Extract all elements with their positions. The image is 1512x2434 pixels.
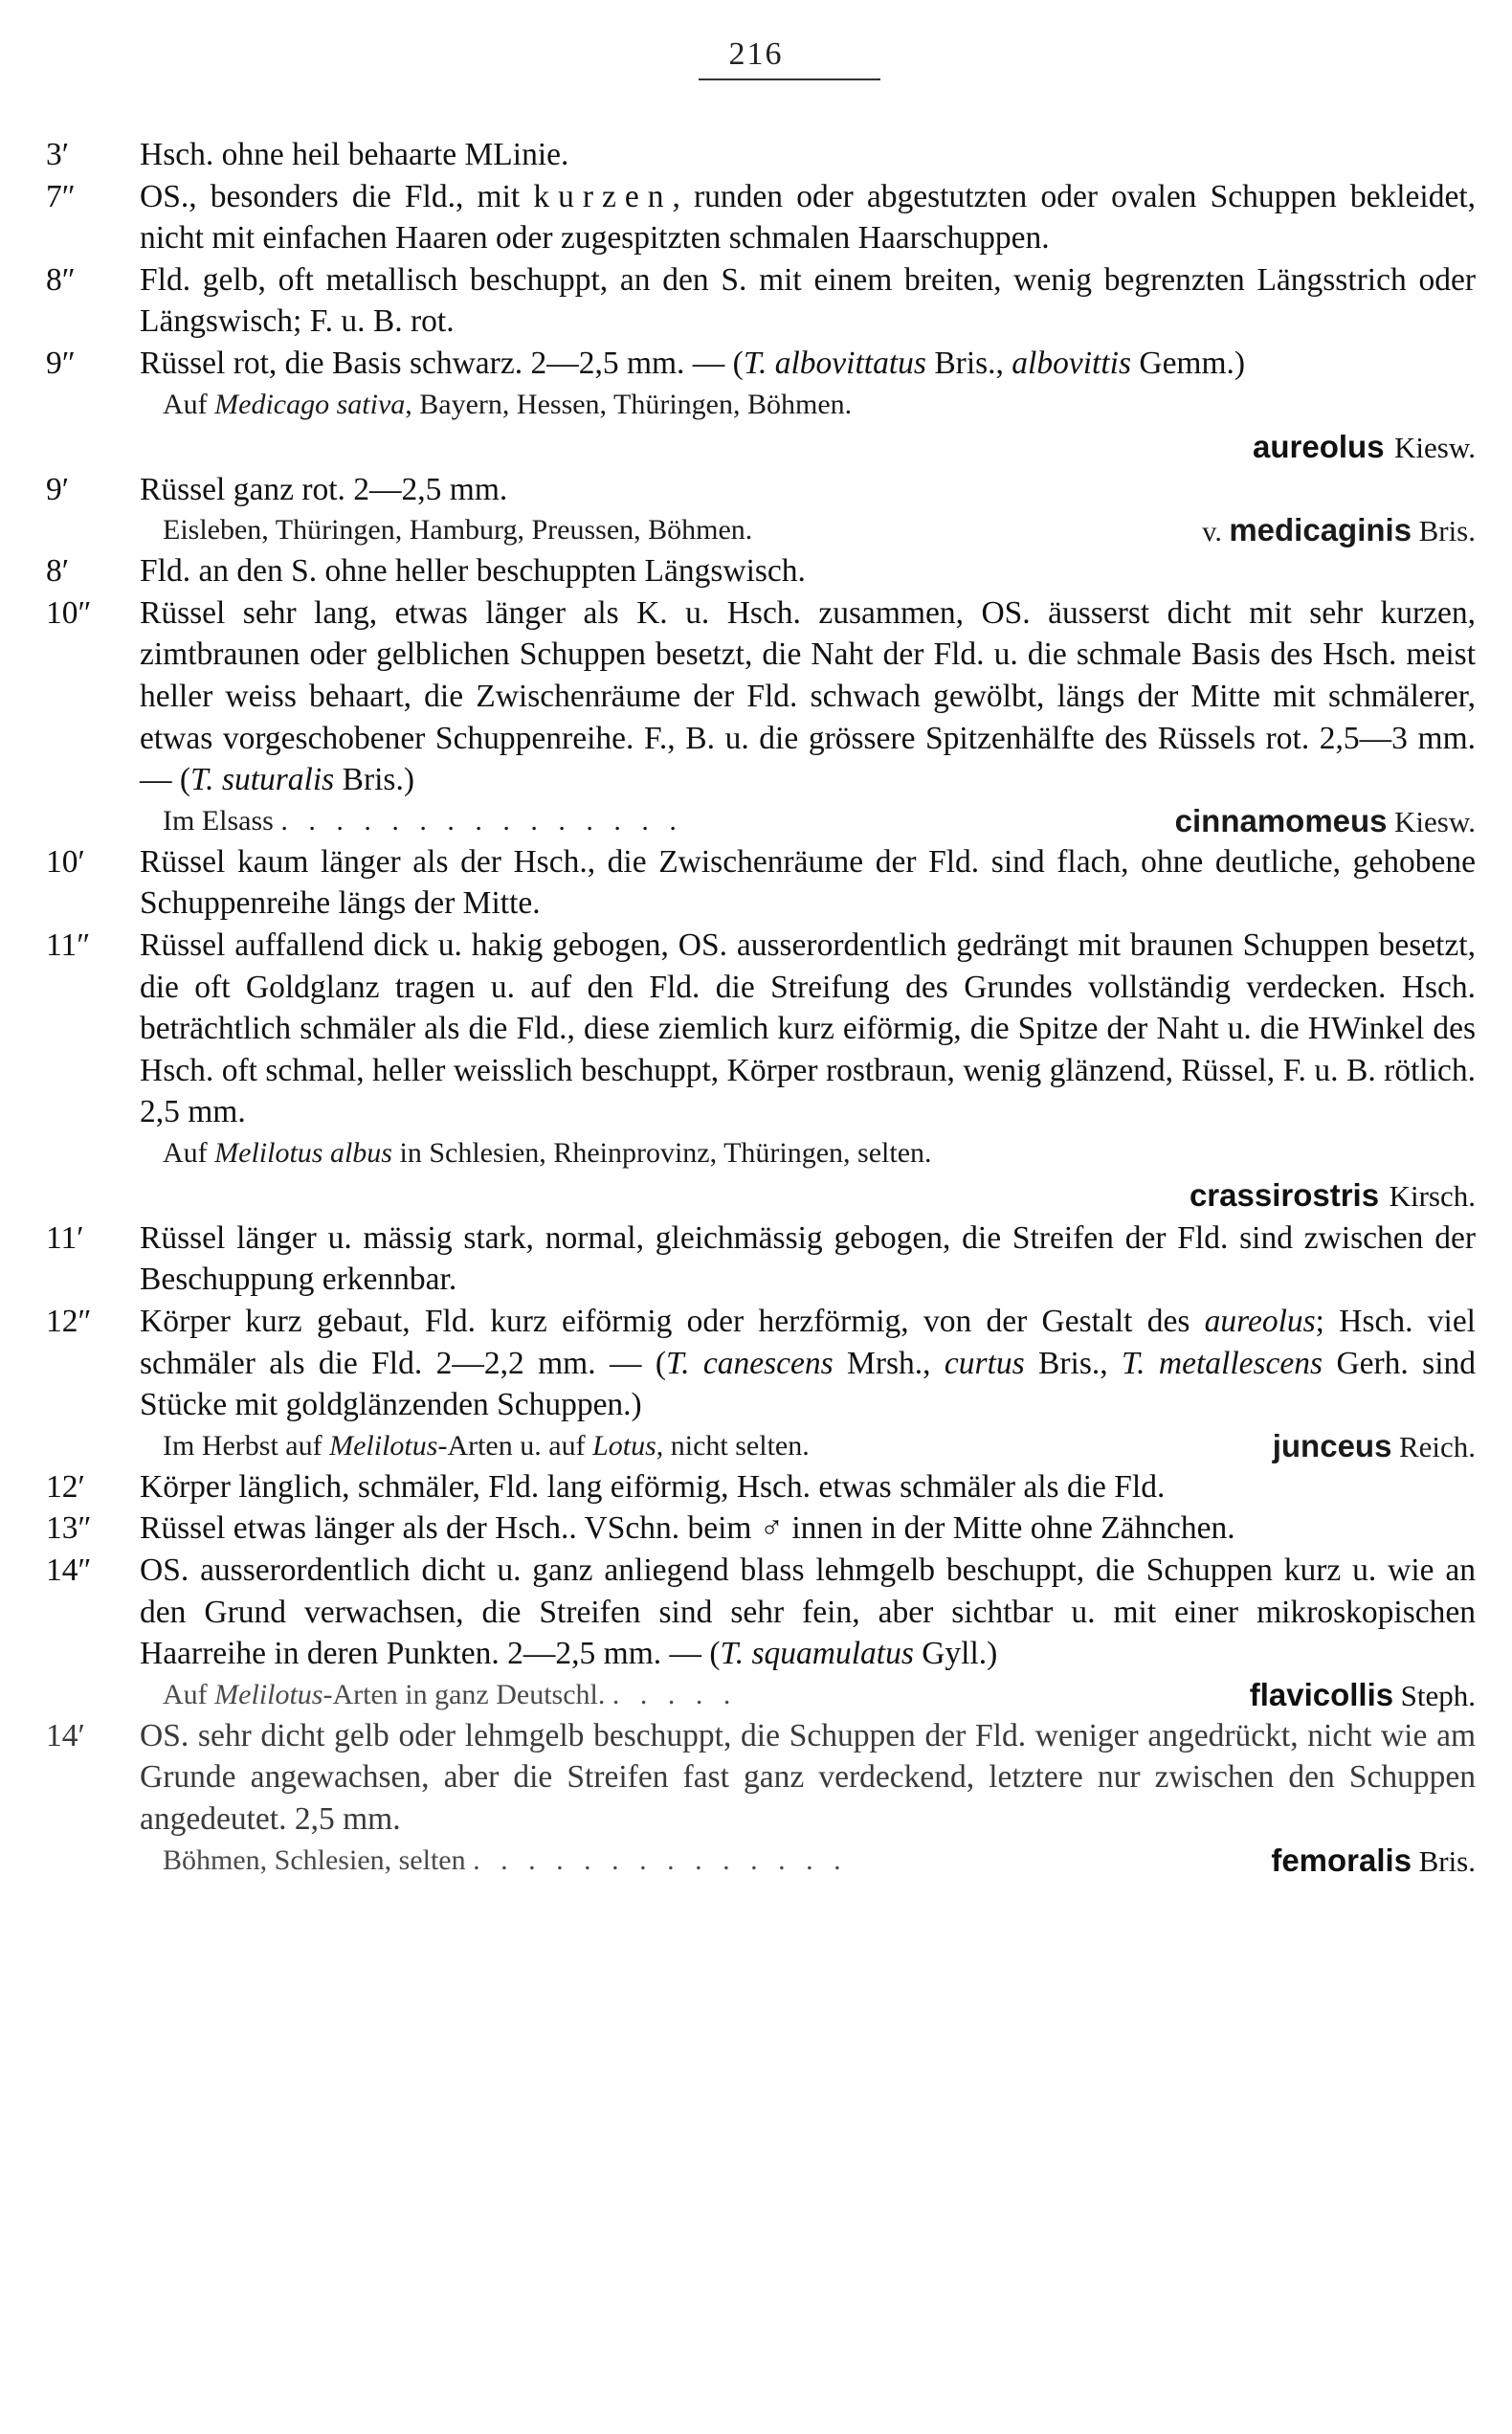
couplet-number: 11″: [46, 927, 91, 963]
taxon-name: crassirostris: [1189, 1176, 1380, 1213]
couplet-text: OS. sehr dicht gelb oder lehmgelb beschuppt, die Schuppen der Fld. weniger angedrückt, nicht wie am Grunde angewachsen, aber die Streifen fast ganz verdeckend, letztere nur zwischen den Schuppen angedeutet. 2,5 mm.: [140, 1717, 1476, 1837]
synonym-name: curtus: [944, 1345, 1025, 1381]
synonym-name: T. suturalis: [190, 762, 335, 798]
couplet-text: Rüssel länger u. mässig stark, normal, gleichmässig gebogen, die Streifen der Fld. sind zwischen der Beschuppung erkennbar.: [140, 1219, 1476, 1298]
page-number-rule: [699, 78, 880, 80]
couplet-text: Hsch. ohne heil behaarte MLinie.: [140, 137, 569, 172]
text-run: Auf: [163, 388, 215, 420]
couplet-text: [140, 343, 1476, 385]
couplet-number: 9″: [46, 345, 76, 381]
leader-dots: . . . . . . . . . . . . . . .: [280, 804, 683, 837]
key-couplet: [0, 925, 1512, 1133]
leader-dots: . . . . .: [611, 1678, 738, 1710]
couplet-text: [140, 176, 1476, 259]
locality-line: [0, 1426, 1512, 1466]
taxon-name: aureolus: [1253, 428, 1385, 464]
couplet-number: 12″: [46, 1304, 92, 1340]
key-couplet: [0, 176, 1512, 259]
couplet-text: Fld. an den S. ohne heller beschuppten Längswisch.: [140, 553, 806, 590]
text-run: Mrsh.,: [833, 1345, 945, 1381]
key-couplet: [0, 469, 1512, 511]
couplet-number: 8″: [46, 261, 76, 298]
taxon-label: [1265, 1426, 1476, 1466]
synonym-name: T. squamulatus: [720, 1636, 914, 1672]
synonym-name: T. metallescens: [1122, 1345, 1323, 1381]
taxon-name: flavicollis: [1249, 1676, 1394, 1712]
taxon-label: [1263, 1841, 1476, 1881]
couplet-text: [140, 592, 1476, 801]
locality-line: [0, 385, 1512, 425]
key-couplet: [0, 592, 1512, 801]
text-run: -Arten u. auf: [437, 1429, 593, 1462]
couplet-number: 13″: [46, 1510, 92, 1547]
taxon-author: Bris.: [1418, 514, 1476, 548]
taxon-line: [0, 425, 1512, 469]
couplet-number: 12′: [46, 1468, 85, 1505]
couplet-text: Rüssel etwas länger als der Hsch.. VSchn. beim ♂ innen in der Mitte ohne Zähnchen.: [140, 1510, 1235, 1547]
couplet-number: 7″: [46, 178, 76, 214]
taxon-author: Kirsch.: [1389, 1178, 1476, 1213]
text-run: Rüssel sehr lang, etwas länger als K. u. Hsch. zusammen, OS. äusserst dicht mit sehr kurzen, zimtbraunen oder gelblichen Schuppen besetzt, die Naht der Fld. u. die schmale Basis des Hsch. meist heller weiss behaart, die Zwischenräume der Fld. schwach gewölbt, längs der Mitte mit schmälerer, etwas vorgeschobener Schuppenreihe. F., B. u. die grössere Spitzenhälfte des Rüssels rot. 2,5—3 mm. — (: [140, 594, 1476, 798]
variety-prefix: v.: [1202, 516, 1222, 548]
couplet-text: Fld. gelb, oft metallisch beschuppt, an den S. mit einem breiten, wenig begrenzten Längsstrich oder Längswisch; F. u. B. rot.: [140, 261, 1476, 340]
taxon-line: [0, 1173, 1512, 1217]
text-run: Böhmen, Schlesien, selten: [163, 1843, 466, 1876]
couplet-text: Körper länglich, schmäler, Fld. lang eiförmig, Hsch. etwas schmäler als die Fld.: [140, 1468, 1166, 1505]
leader-dots: . . . . . . . . . . . . . .: [473, 1843, 848, 1876]
taxon-author: Bris.: [1418, 1843, 1476, 1878]
taxon-name: cinnamomeus: [1174, 802, 1388, 838]
host-plant-name: Melilotus albus: [214, 1136, 392, 1169]
key-couplet: [0, 1550, 1512, 1675]
species-name: aureolus: [1204, 1304, 1316, 1340]
key-couplet: [0, 1507, 1512, 1550]
taxon-label: [1242, 1675, 1476, 1715]
text-run: Eisleben, Thüringen, Hamburg, Preussen, Böhmen.: [163, 514, 753, 547]
couplet-number: 14′: [46, 1717, 85, 1753]
taxon-author: Kiesw.: [1394, 804, 1476, 838]
text-run: Auf: [163, 1678, 215, 1710]
taxon-name: junceus: [1272, 1427, 1392, 1463]
text-run: Auf: [163, 1136, 215, 1169]
couplet-text: Rüssel auffallend dick u. hakig gebogen, OS. ausserordentlich gedrängt mit braunen Schuppen besetzt, die oft Goldglanz tragen u. auf den Fld. die Streifung des Grundes vollständig verdecken. Hsch. beträchtlich schmäler als die Fld., diese ziemlich kurz eiförmig, die Spitze der Naht u. die HWinkel des Hsch. oft schmal, heller weisslich beschuppt, Körper rostbraun, wenig glänzend, Rüssel, F. u. B. rötlich. 2,5 mm.: [140, 927, 1476, 1130]
text-run: -Arten in ganz Deutschl.: [322, 1678, 606, 1710]
text-run: Gyll.): [913, 1636, 998, 1672]
couplet-number: 3′: [46, 137, 70, 172]
text-run: OS., besonders die Fld., mit: [140, 178, 534, 214]
text-run: Im Elsass: [163, 804, 274, 837]
taxon-label: [1167, 801, 1476, 841]
text-run: in Schlesien, Rheinprovinz, Thüringen, selten.: [392, 1136, 932, 1169]
synonym-name: T. albovittatus: [743, 345, 926, 381]
text-run: Rüssel rot, die Basis schwarz. 2—2,5 mm. — (: [140, 345, 744, 381]
locality-line: [0, 510, 1512, 550]
text-run: Im Herbst auf: [163, 1429, 330, 1462]
couplet-text: [140, 1550, 1476, 1675]
key-couplet: [0, 343, 1512, 385]
key-couplet: [0, 1466, 1512, 1508]
taxon-author: Reich.: [1398, 1429, 1476, 1463]
host-plant-name: Medicago sativa: [214, 388, 406, 420]
key-couplet: [0, 841, 1512, 925]
taxon-author: Steph.: [1400, 1678, 1476, 1712]
locality-line: [0, 1133, 1512, 1173]
host-plant-name: Melilotus: [214, 1678, 323, 1710]
taxon-label: [1194, 510, 1476, 550]
key-couplet: [0, 550, 1512, 592]
text-run: Bris.,: [925, 345, 1012, 381]
text-run: ; Hsch. viel schmäler als die Fld. 2—2,2 mm. — (: [140, 1304, 1476, 1381]
text-run: , Bayern, Hessen, Thüringen, Böhmen.: [405, 388, 853, 420]
key-couplet: [0, 134, 1512, 176]
text-run: Bris.,: [1024, 1345, 1123, 1381]
couplet-number: 10′: [46, 843, 85, 880]
text-run: Gerh. sind Stücke mit goldglänzenden Schuppen.): [140, 1345, 1477, 1423]
spaced-emphasis: kurzen: [533, 178, 673, 214]
synonym-name: T. canescens: [665, 1345, 834, 1381]
taxon-author: Kiesw.: [1394, 430, 1476, 464]
locality-line: [0, 1841, 1512, 1881]
locality-line: [0, 1675, 1512, 1715]
page-number: 216: [728, 36, 784, 72]
host-plant-name: Lotus: [592, 1429, 656, 1462]
taxon-name: femoralis: [1271, 1842, 1412, 1878]
couplet-text: [140, 1301, 1476, 1426]
key-couplet: [0, 1217, 1512, 1301]
couplet-text: Rüssel kaum länger als der Hsch., die Zwischenräume der Fld. sind flach, ohne deutliche, gehobene Schuppenreihe längs der Mitte.: [140, 843, 1476, 922]
couplet-number: 10″: [46, 594, 92, 631]
text-run: Bris.): [334, 762, 414, 798]
couplet-text: Rüssel ganz rot. 2—2,5 mm.: [140, 471, 508, 507]
couplet-number: 14″: [46, 1552, 92, 1589]
text-run: OS. ausserordentlich dicht u. ganz anliegend blass lehmgelb beschuppt, die Schuppen kurz u. wie an den Grund verwachsen, die Streifen sind sehr fein, aber sichtbar u. mit einer mikroskopischen Haarreihe in deren Punkten. 2—2,5 mm. — (: [140, 1552, 1476, 1672]
text-run: Gemm.): [1131, 345, 1246, 381]
text-run: Körper kurz gebaut, Fld. kurz eiförmig oder herzförmig, von der Gestalt des: [140, 1304, 1205, 1340]
key-couplet: [0, 1715, 1512, 1841]
synonym-name: albovittis: [1012, 345, 1131, 381]
key-couplet: [0, 259, 1512, 343]
couplet-number: 11′: [46, 1219, 84, 1256]
text-run: , runden oder abgestutzten oder ovalen Schuppen bekleidet, nicht mit einfachen Haaren oder zugespitzten schmalen Haarschuppen.: [140, 178, 1477, 257]
key-couplet: [0, 1301, 1512, 1426]
text-run: , nicht selten.: [656, 1429, 810, 1462]
locality-line: [0, 801, 1512, 841]
couplet-number: 9′: [46, 471, 70, 507]
couplet-number: 8′: [46, 553, 70, 590]
taxon-name: medicaginis: [1229, 512, 1412, 548]
host-plant-name: Melilotus: [329, 1429, 438, 1462]
key-entries: [0, 134, 1512, 1881]
